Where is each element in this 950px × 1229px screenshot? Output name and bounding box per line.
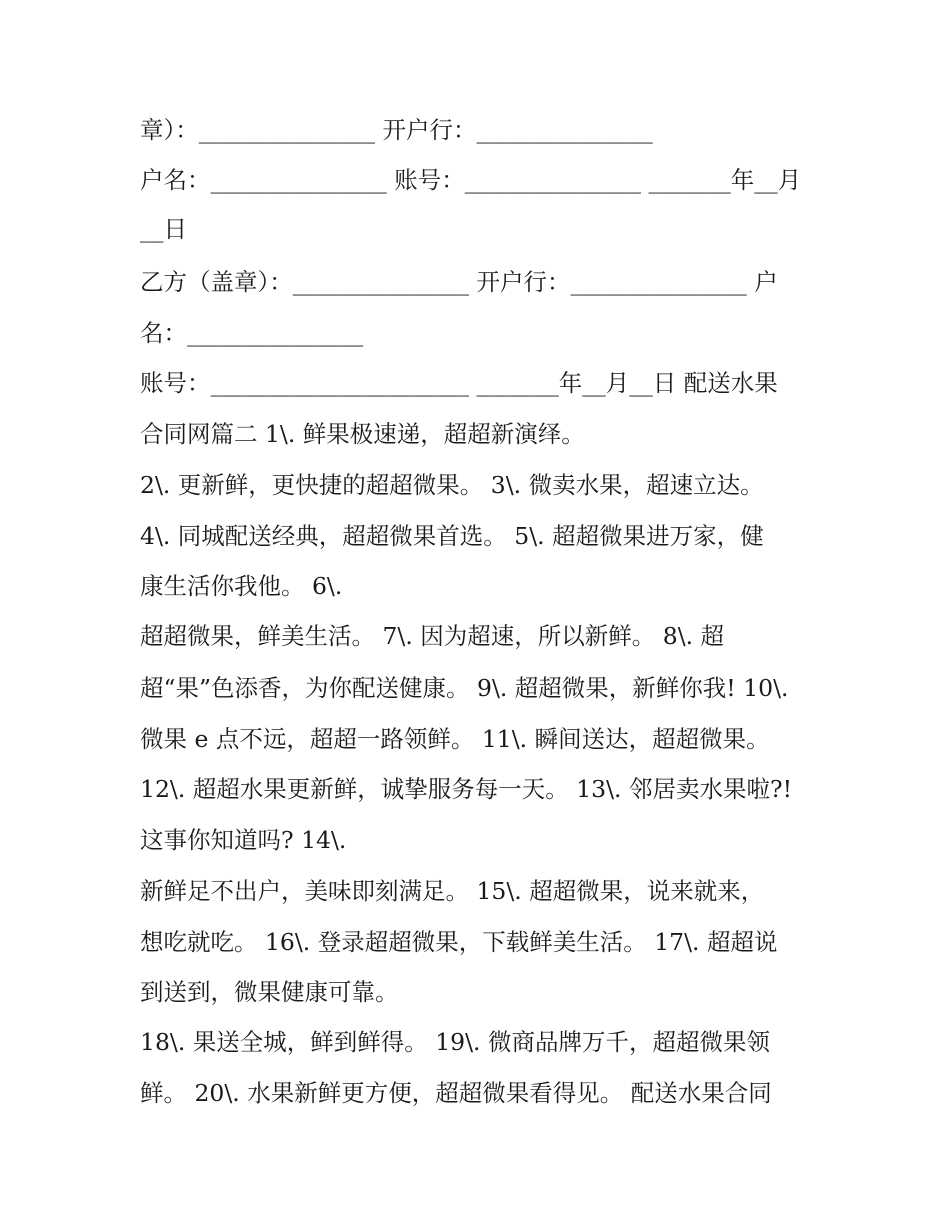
text-line: 超“果”色添香，为你配送健康。 9\. 超超微果，新鲜你我! 10\. xyxy=(140,674,789,702)
text-line: 章）：_______________ 开户行：_______________ xyxy=(140,116,653,144)
text-line: 合同网篇二 1\. 鲜果极速递，超超新演绎。 xyxy=(140,420,585,448)
text-line: 18\. 果送全城，鲜到鲜得。 19\. 微商品牌万千，超超微果领 xyxy=(140,1028,770,1056)
text-line: 超超微果，鲜美生活。 7\. 因为超速，所以新鲜。 8\. 超 xyxy=(140,622,725,650)
text-line: 户名：_______________ 账号：_______________ _______年__月 xyxy=(140,166,802,194)
text-line: 新鲜足不出户，美味即刻满足。 15\. 超超微果，说来就来， xyxy=(140,877,765,905)
text-line: 4\. 同城配送经典，超超微果首选。 5\. 超超微果进万家，健 xyxy=(140,522,764,550)
text-line: 这事你知道吗? 14\. xyxy=(140,826,347,854)
text-line: 账号：______________________ _______年__月__日 配送水果 xyxy=(140,369,778,397)
text-line: 鲜。 20\. 水果新鲜更方便，超超微果看得见。 配送水果合同 xyxy=(140,1079,772,1107)
text-line: 名：_______________ xyxy=(140,319,364,347)
text-line: 到送到，微果健康可靠。 xyxy=(140,978,399,1006)
text-line: 2\. 更新鲜，更快捷的超超微果。 3\. 微卖水果，超速立达。 xyxy=(140,471,764,499)
text-line: 想吃就吃。 16\. 登录超超微果，下载鲜美生活。 17\. 超超说 xyxy=(140,928,778,956)
text-line: 乙方（盖章）：_______________ 开户行：_______________ 户 xyxy=(140,268,778,296)
text-line: 康生活你我他。 6\. xyxy=(140,572,343,600)
text-line: 微果 e 点不远，超超一路领鲜。 11\. 瞬间送达，超超微果。 xyxy=(140,725,770,753)
text-line: 12\. 超超水果更新鲜，诚挚服务每一天。 13\. 邻居卖水果啦?! xyxy=(140,775,793,803)
text-line: __日 xyxy=(140,215,187,243)
